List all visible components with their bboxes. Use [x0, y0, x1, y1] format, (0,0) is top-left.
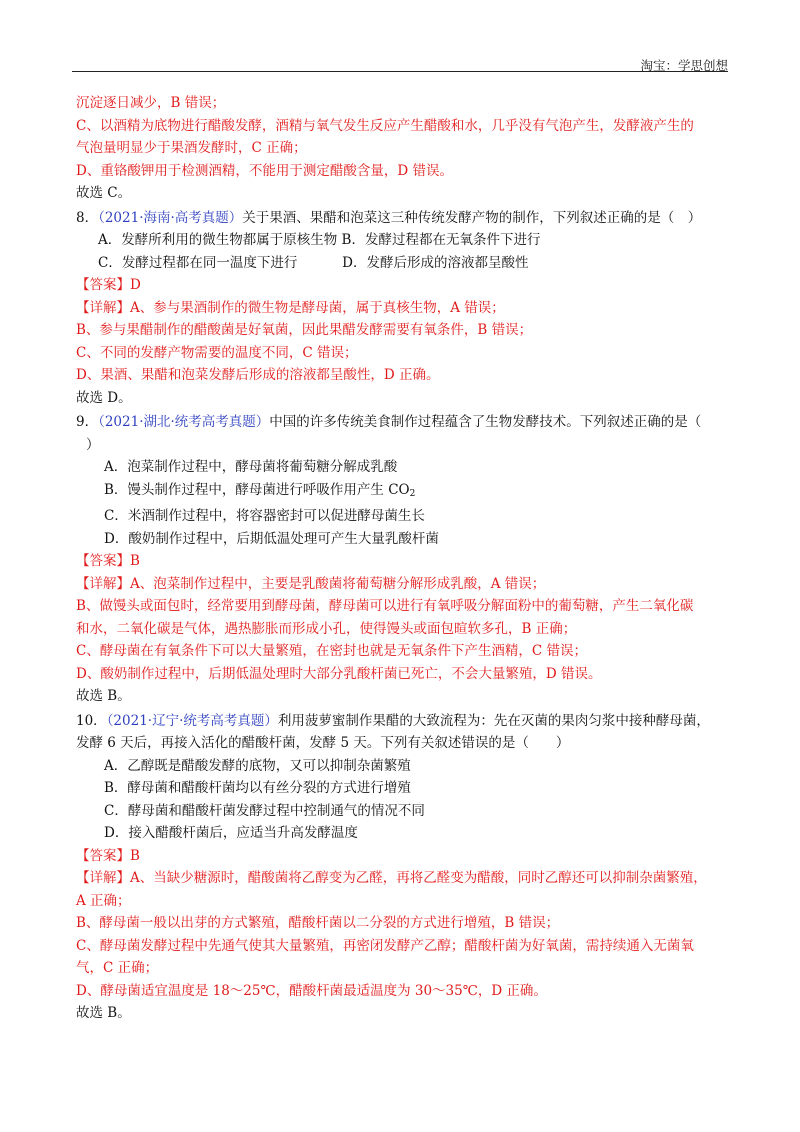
explanation-line: B、参与果醋制作的醋酸菌是好氧菌，因此果醋发酵需要有氧条件，B 错误；	[76, 322, 533, 338]
answer-value: B	[130, 847, 140, 864]
subscript: 2	[409, 488, 416, 499]
explanation-line: D、重铬酸钾用于检测酒精，不能用于测定醋酸含量，D 错误。	[76, 162, 453, 179]
question-stem	[76, 710, 726, 733]
explanation-line: B、做馒头或面包时，经常要用到酵母菌，酵母菌可以进行有氧呼吸分解面粉中的葡萄糖，产生二氧化碳	[76, 598, 694, 614]
page-header-title: 淘宝：学思创想	[640, 58, 728, 73]
explanation-line: D、酵母菌适宜温度是 18～25℃，醋酸杆菌最适温度为 30～35℃，D 正确。	[76, 982, 547, 999]
detail-label: 【详解】	[76, 870, 130, 886]
question-text: 中国的许多传统美食制作过程蕴含了生物发酵技术。下列叙述正确的是（	[269, 414, 702, 430]
detail-row	[76, 573, 726, 596]
question-source: （2021·海南·高考真题）	[98, 209, 243, 226]
answer-row	[76, 274, 726, 297]
question-number: 8．	[76, 209, 99, 226]
question-9	[76, 411, 726, 708]
document-body	[76, 92, 726, 1025]
question-source: （2021·湖北·统考高考真题）	[98, 414, 270, 430]
question-source: （2021·辽宁·统考高考真题）	[106, 712, 278, 729]
option-row: A．泡菜制作过程中，酵母菌将葡萄糖分解成乳酸	[104, 459, 398, 475]
conclusion: 故选 D。	[76, 389, 132, 406]
option-row: D．酸奶制作过程中，后期低温处理可产生大量乳酸杆菌	[104, 530, 439, 547]
question-stem	[76, 411, 726, 434]
answer-row	[76, 845, 726, 868]
question-10	[76, 710, 726, 1025]
conclusion: 故选 B。	[76, 688, 131, 704]
explanation-line: C、酵母菌在有氧条件下可以大量繁殖，在密封也就是无氧条件下产生酒精，C 错误；	[76, 643, 587, 659]
explanation-line: D、果酒、果醋和泡菜发酵后形成的溶液都呈酸性，D 正确。	[76, 367, 440, 383]
detail-label: 【详解】	[76, 575, 130, 592]
option-row: B．酵母菌和醋酸杆菌均以有丝分裂的方式进行增殖	[104, 780, 411, 796]
option-row: D．接入醋酸杆菌后，应适当升高发酵温度	[104, 825, 358, 841]
header-divider	[72, 71, 728, 72]
question-text-cont: 发酵 6 天后，再接入活化的醋酸杆菌，发酵 5 天。下列有关叙述错误的是（ ）	[76, 735, 570, 751]
explanation-line: B、酵母菌一般以出芽的方式繁殖，醋酸杆菌以二分裂的方式进行增殖，B 错误；	[76, 915, 560, 931]
option-row: C．发酵过程都在同一温度下进行 D．发酵后形成的溶液都呈酸性	[98, 254, 529, 271]
explanation-line: 气，C 正确；	[76, 960, 159, 976]
question-number: 10．	[76, 712, 107, 729]
q7-explanation-tail	[76, 92, 726, 205]
question-stem	[76, 207, 726, 230]
explanation-line: C、酵母菌发酵过程中先通气使其大量繁殖，再密闭发酵产乙醇；醋酸杆菌为好氧菌，需持续通入无菌氧	[76, 937, 694, 954]
explanation-line: D、酸奶制作过程中，后期低温处理时大部分乳酸杆菌已死亡，不会大量繁殖，D 错误。	[76, 665, 602, 682]
conclusion: 故选 B。	[76, 1005, 131, 1021]
answer-value: D	[130, 277, 141, 293]
option-row: C．米酒制作过程中，将容器密封可以促进酵母菌生长	[104, 508, 425, 524]
explanation-line: 沉淀逐日减少，B 错误；	[76, 95, 226, 111]
answer-value: B	[130, 553, 140, 569]
explanation-line: 和水，二氧化碳是气体，遇热膨胀而形成小孔，使得馒头或面包暄软多孔，B 正确；	[76, 620, 577, 637]
conclusion: 故选 C。	[76, 185, 132, 201]
explanation-line: A、当缺少糖源时，醋酸菌将乙醇变为乙醛，再将乙醛变为醋酸，同时乙醇还可以抑制杂菌繁殖，	[130, 870, 707, 886]
explanation-line: A 正确；	[76, 892, 131, 909]
explanation-line: C、以酒精为底物进行醋酸发酵，酒精与氧气发生反应产生醋酸和水，几乎没有气泡产生，发酵液产生的	[76, 117, 694, 134]
option-text: B．馒头制作过程中，酵母菌进行呼吸作用产生 CO	[104, 481, 410, 498]
answer-label: 【答案】	[76, 277, 130, 293]
answer-label: 【答案】	[76, 553, 130, 569]
question-8	[76, 207, 726, 410]
detail-row	[76, 867, 726, 890]
question-text: 关于果酒、果醋和泡菜这三种传统发酵产物的制作，下列叙述正确的是（ ）	[242, 209, 702, 226]
answer-label: 【答案】	[76, 847, 130, 864]
option-row: A．乙醇既是醋酸发酵的底物，又可以抑制杂菌繁殖	[104, 757, 411, 774]
option-row: C．酵母菌和醋酸杆菌发酵过程中控制通气的情况不同	[104, 802, 425, 819]
explanation-line: C、不同的发酵产物需要的温度不同，C 错误；	[76, 344, 358, 361]
question-text-cont: ）	[86, 436, 100, 453]
question-text: 利用菠萝蜜制作果醋的大致流程为：先在灭菌的果肉匀浆中接种酵母菌，	[277, 712, 710, 729]
option-row: A．发酵所利用的微生物都属于原核生物 B．发酵过程都在无氧条件下进行	[98, 232, 541, 248]
detail-row	[76, 297, 726, 320]
answer-row	[76, 550, 726, 573]
question-number: 9．	[76, 414, 99, 430]
explanation-line: 气泡量明显少于果酒发酵时，C 正确；	[76, 140, 307, 156]
option-row	[76, 479, 726, 506]
explanation-line: A、泡菜制作过程中，主要是乳酸菌将葡萄糖分解形成乳酸，A 错误；	[130, 575, 546, 592]
explanation-line: A、参与果酒制作的微生物是酵母菌，属于真核生物，A 错误；	[130, 299, 505, 316]
detail-label: 【详解】	[76, 299, 130, 316]
